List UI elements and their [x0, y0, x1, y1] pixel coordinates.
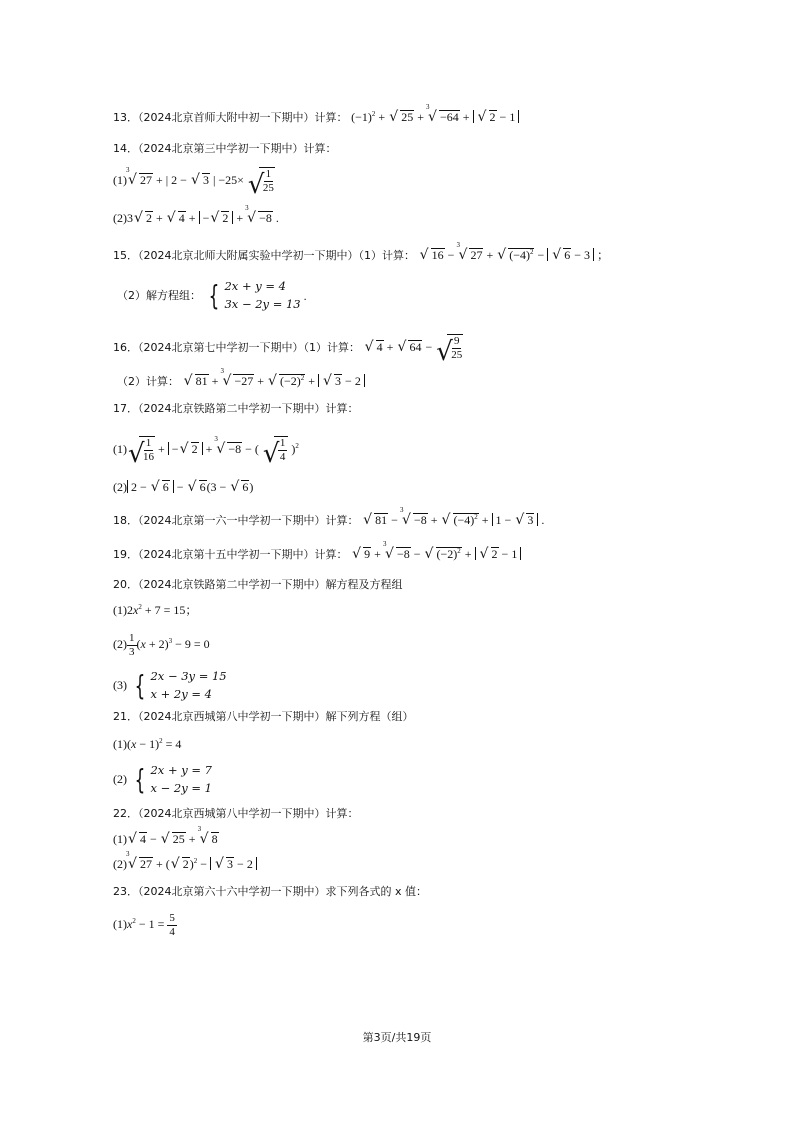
problem-20-label-1: (1): [113, 603, 127, 617]
problem-13-expr: $(-1)^2$ + √ 25 + 3 √ −64 + √ 2 − 1: [351, 110, 519, 124]
problem-14: [113, 143, 337, 155]
problem-20: [113, 579, 403, 591]
problem-15-eq-2: 3x − 2y = 13: [224, 296, 301, 311]
problem-20-eq-2: x + 2y = 4: [150, 686, 212, 701]
problem-23-expr-1: $x^2 - 1$ = $\frac{5}{4}$: [127, 912, 175, 938]
problem-15: [113, 241, 610, 263]
problem-19-expr: √ 9 + 3 √ −8 − √ $(-2)^2$ + √ 2 − 1: [351, 547, 521, 561]
problem-21: [113, 711, 414, 723]
problem-20-expr-1: $2x^2 + 7 = 15$；: [127, 603, 198, 617]
problem-15-label-2: （2）解方程组：: [117, 288, 201, 302]
problem-18-expr: √ 81 − 3 √ −8 + √ $(-4)^2 + 1$ − √ 3 .: [363, 506, 545, 528]
page-footer: 第3页/共19页: [362, 1031, 432, 1044]
problem-15-head: 15．（2024北京北师大附属实验中学初一下期中）（1）计算：: [113, 249, 415, 262]
problem-22-head: 22．（2024北京西城第八中学初一下期中）计算：: [113, 807, 359, 820]
problem-21-label-1: (1): [113, 737, 127, 751]
problem-17: [113, 403, 359, 415]
problem-18: [113, 506, 545, 528]
problem-21-system: { 2x + y = 7 x − 2y = 1: [134, 762, 212, 796]
problem-14-part-1: [113, 165, 275, 201]
problem-17-expr-2: 2 − √ 6 − √ 6(3 − √ 6): [127, 480, 253, 494]
problem-17-part-2: [113, 480, 253, 494]
problem-14-head: 14．（2024北京第三中学初一下期中）计算：: [113, 142, 337, 155]
problem-17-label-1: (1): [113, 441, 127, 456]
problem-17-expr-1: √ $\frac{1}{16}$ + − √ 2 + 3 √ −8 − ( √ $\frac{1}{4}$ )$^2$: [128, 434, 299, 470]
problem-21-expr-1: $(x - 1)^2 = 4$: [127, 737, 182, 751]
problem-14-label-2: (2): [113, 211, 127, 225]
problem-20-expr-2: $\frac{1}{3}$ $(x + 2)^3 - 9 = 0$: [129, 632, 210, 658]
problem-19: [113, 540, 521, 562]
problem-15-eq-1: 2x + y = 4: [224, 279, 286, 293]
problem-15-expr: √ 16 − 3 √ 27 + √ $(-4)^2$ − √ 6 − 3 ；: [419, 241, 610, 263]
problem-19-head: 19．（2024北京第十五中学初一下期中）计算：: [113, 548, 348, 561]
problem-13: [113, 103, 519, 125]
problem-21-eq-2: x − 2y = 1: [150, 780, 212, 795]
problem-15-system: { 2x + y = 4 3x − 2y = 13 .: [208, 278, 307, 312]
problem-15-part-2: [117, 278, 307, 314]
problem-16-expr-2: √ 81 + 3 √ −27 + √ $(-2)^2$ + √ 3 − 2: [183, 374, 365, 388]
problem-23-part-1: [113, 912, 177, 938]
problem-16-part-2: [117, 367, 365, 389]
problem-22-part-1: [113, 825, 219, 847]
problem-21-head: 21．（2024北京西城第八中学初一下期中）解下列方程（组）: [113, 710, 414, 723]
problem-16: [113, 334, 463, 368]
problem-17-part-1: [113, 434, 299, 470]
problem-21-label-2: (2): [113, 771, 127, 786]
problem-16-head: 16．（2024北京第七中学初一下期中）（1）计算：: [113, 340, 360, 354]
problem-14-expr-1: 3 √ 27 + | 2 − √ 3 | −25× √ $\frac{1}{25}$: [126, 165, 274, 201]
problem-20-system: { 2x − 3y = 15 x + 2y = 4: [134, 668, 227, 702]
problem-14-expr-2: 3 √ 2 + √ 4 + − √ 2 + 3 √ −8 .: [127, 204, 279, 226]
problem-16-expr-1: √ 4 + √ 64 − √ $\frac{9}{25}$: [364, 335, 463, 368]
problem-22-label-2: (2): [113, 857, 127, 871]
problem-23: [113, 886, 427, 898]
problem-20-part-2: [113, 632, 210, 658]
problem-21-part-1: [113, 738, 181, 751]
problem-21-part-2: [113, 762, 212, 798]
problem-20-head: 20．（2024北京铁路第二中学初一下期中）解方程及方程组: [113, 578, 403, 591]
problem-20-label-2: (2): [113, 636, 127, 651]
problem-14-part-2: [113, 204, 279, 226]
problem-17-label-2: (2): [113, 480, 127, 494]
problem-20-eq-1: 2x − 3y = 15: [150, 669, 227, 683]
problem-22-expr-1: √ 4 − √ 25 + 3 √ 8: [128, 825, 218, 847]
problem-20-part-1: [113, 604, 197, 617]
problem-14-label-1: (1): [113, 172, 127, 187]
problem-21-eq-1: 2x + y = 7: [150, 763, 212, 777]
problem-22: [113, 808, 359, 820]
problem-20-part-3: [113, 668, 227, 704]
problem-23-head: 23．（2024北京第六十六中学初一下期中）求下列各式的 x 值：: [113, 885, 427, 898]
problem-17-head: 17．（2024北京铁路第二中学初一下期中）计算：: [113, 402, 359, 415]
problem-16-label-2: （2）计算：: [117, 375, 179, 388]
problem-20-label-3: (3): [113, 677, 127, 692]
problem-23-label-1: (1): [113, 916, 127, 931]
problem-22-label-1: (1): [113, 832, 127, 846]
problem-13-head: 13．（2024北京首师大附中初一下期中）计算：: [113, 111, 348, 124]
problem-22-part-2: [113, 850, 257, 872]
problem-22-expr-2: 3 √ 27 + ( √ 2)$^2$ − √ 3 − 2: [127, 857, 257, 871]
problem-18-head: 18．（2024北京第一六一中学初一下期中）计算：: [113, 514, 359, 527]
